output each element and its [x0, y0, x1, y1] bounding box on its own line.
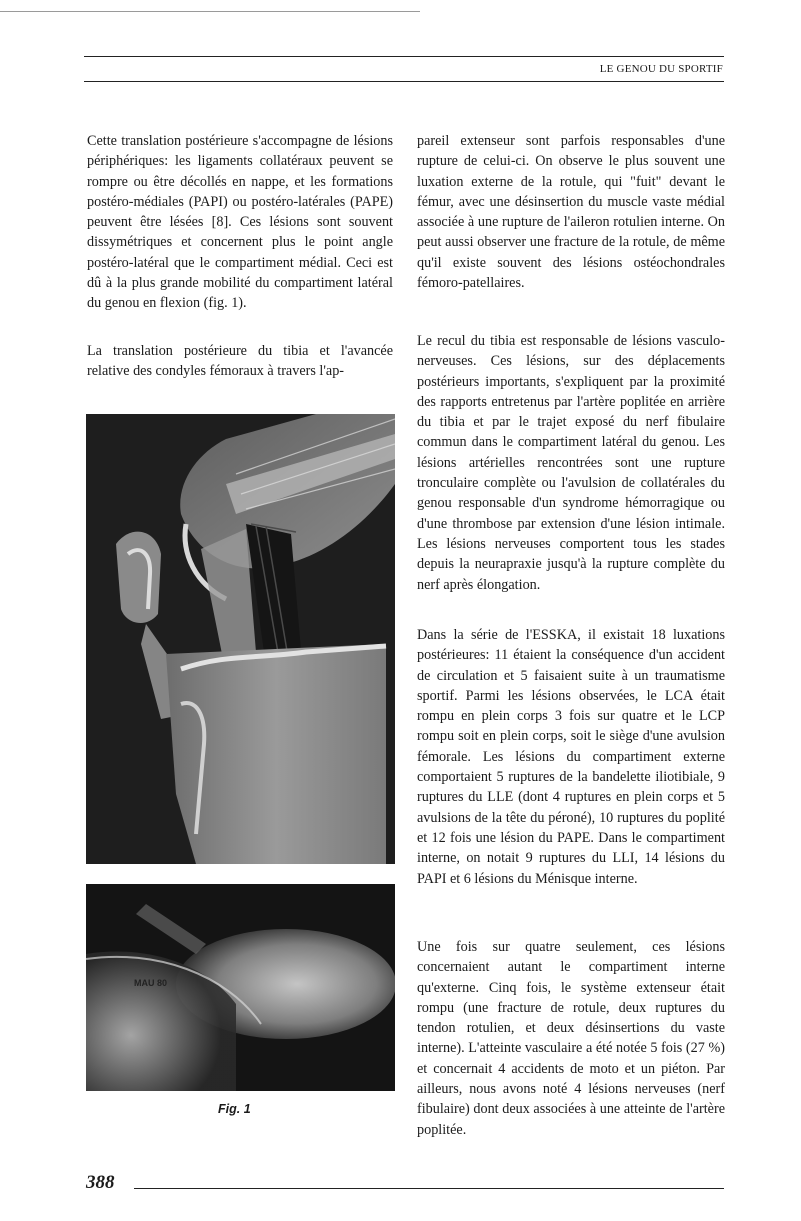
knee-illustration [86, 414, 395, 864]
right-paragraph-2: Le recul du tibia est responsable de lésions vasculo-nerveuses. Ces lésions, sur des déplacements postérieurs importants, s'expliquent par la proximité des rapports entretenus par l'artère poplitée en arrière du tibia et par le trajet exposé du nerf fibulaire commun dans le compartiment latéral du genou. Les lésions artérielles rencontrées sont une rupture tronculaire complète ou l'avulsion de collatérales du genou responsable d'un syndrome hémorragique ou d'une thrombose par extension d'une lésion intimale. Les lésions nerveuses comportent tous les stades depuis la neurapraxie jusqu'à la rupture complète du nerf après élongation. [417, 333, 725, 593]
header-rule-bottom [84, 81, 724, 82]
header-rule-top [84, 56, 724, 57]
right-paragraph-4: Une fois sur quatre seulement, ces lésions concernaient autant le compartiment interne qu'externe. Cinq fois, le système extenseur était rompu (une fracture de rotule, deux ruptures du tendon rotulien, et deux désinsertions du vaste interne). L'atteinte vasculaire a été notée 5 fois (27 %) et concernait 4 accidents de moto et un piéton. Par ailleurs, nous avons noté 4 lésions nerveuses (nerf fibulaire) dont deux associées à une atteinte de l'artère poplitée. [417, 939, 725, 1138]
right-paragraph-1: pareil extenseur sont parfois responsables d'une rupture de celui-ci. On observe le plus souvent une luxation externe de la rotule, qui "fuit" devant le fémur, avec une désinsertion du muscle vaste médial associée à une rupture de l'aileron rotulien interne. On peut aussi observer une fracture de la rotule, de même qu'il existe souvent des lésions ostéochondrales fémoro-patellaires. [417, 133, 725, 292]
left-paragraph-2: La translation postérieure du tibia et l'avancée relative des condyles fémoraux à travers l'ap- [87, 343, 393, 380]
tibia-shape [166, 644, 386, 864]
footer-rule [134, 1188, 724, 1189]
xray-label: MAU 80 [134, 978, 168, 988]
xray-drawing [86, 884, 395, 1091]
right-paragraph-3: Dans la série de l'ESSKA, il existait 18 luxations postérieures: 11 étaient la conséquence d'un accident de circulation et 5 faisaient suite à un traumatisme sportif. Parmi les lésions observées, le LCA était rompu en plein corps 3 fois sur quatre et le LCP rompu soit en plein corps, soit le siège d'une avulsion fémorale. Les lésions du compartiment externe comportaient 5 ruptures de la bandelette iliotibiale, 9 ruptures du LLE (dont 4 ruptures en plein corps et 5 avulsions de la tête du péroné), 10 ruptures du poplité et 12 fois une lésion du PAPE. Dans le compartiment interne, on notait 9 ruptures du LLI, 14 lésions du PAPI et 6 lésions du Ménisque interne. [417, 627, 725, 887]
knee-anatomy-drawing [86, 414, 395, 864]
page-number: 388 [86, 1172, 115, 1193]
figure-caption: Fig. 1 [218, 1102, 251, 1116]
scan-top-rule [0, 11, 420, 12]
left-paragraph-1: Cette translation postérieure s'accompagne de lésions périphériques: les ligaments collatéraux peuvent se rompre ou être décollés en nappe, et les formations postéro-médiales (PAPI) ou postéro-latérales (PAPE) peuvent être lésées [8]. Ces lésions sont souvent dissymétriques et concernent plus le point angle postéro-latéral que le compartiment médial. Ceci est dû à la plus grande mobilité du compartiment latéral du genou en flexion (fig. 1). [87, 133, 393, 312]
patella-shape [116, 532, 161, 623]
running-head: LE GENOU DU SPORTIF [599, 63, 723, 75]
knee-xray-image [86, 884, 395, 1091]
